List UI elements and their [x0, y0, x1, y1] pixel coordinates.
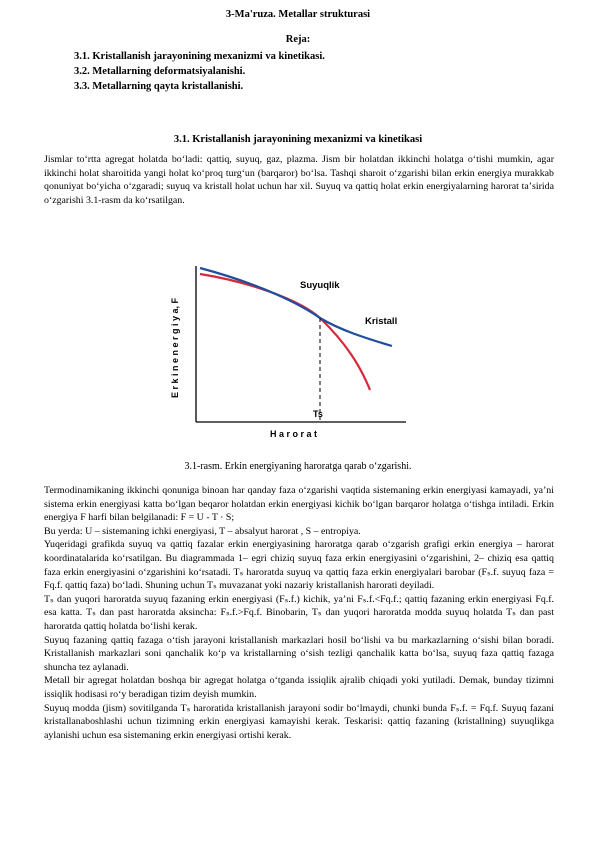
paragraph: Termodinamikaning ikkinchi qonuniga binoan har qanday faza oʻzgarishi vaqtida sistemaning erkin energiyasi kamayadi, yaʼni sistema erkin energiyasi katta boʻlgan beqaror holatdan erkin energiyasi kichik boʻlgan barqaror holatga oʻtishga intiladi. Erkin energiya F harfi bilan belgilanadi: F = U - T · S; [44, 485, 554, 524]
paragraph: Suyuq fazaning qattiq fazaga oʻtish jarayoni kristallanish markazlari hosil boʻlishi va bu markazlarning oʻsishi bilan boradi. Kristallanish markazlari soni qanchalik koʻp va kristallarning oʻsish tezligi qanchalik katta boʻlsa, suyuq faza qattiq fazaga shuncha tez aylanadi. [44, 634, 554, 673]
figure-caption: 3.1-rasm. Erkin energiyaning haroratga qarab oʻzgarishi. [184, 461, 412, 472]
paragraph: Metall bir agregat holatdan boshqa bir agregat holatga oʻtganda issiqlik ajralib chiqadi yoki yutiladi. Demak, bunday tizimni issiqlik hodisasi roʻy beradigan tizim deyish mumkin. [44, 675, 554, 700]
free-energy-chart [160, 260, 420, 450]
x-axis-label: H a r o r a t [270, 429, 318, 439]
ts-label: Ts [313, 409, 323, 419]
plan-item: 3.1. Kristallanish jarayonining mexanizmi va kinetikasi. [74, 51, 325, 62]
lecture-title: 3-Ma'ruza. Metallar strukturasi [225, 9, 371, 20]
paragraph: Tₛ dan yuqori haroratda suyuq fazaning erkin energiyasi (Fₛ.f.) kichik, yaʼni Fₛ.f.<Fq.f.; qattiq fazaning erkin energiyasi Fq.f. esa katta. Tₛ dan past haroratda aksincha: Fₛ.f.>Fq.f. Binobarin, Tₛ dan yuqori haroratda modda suyuq holatda Tₛ dan past haroratda qattiq holatda boʻlishi kerak. [44, 593, 554, 632]
liquid-curve [200, 274, 370, 390]
paragraph: Yuqeridagi grafikda suyuq va qattiq fazalar erkin energiyasining haroratga qarab oʻzgarish grafigi erkin energiya – harorat koordinatalarida koʻrsatilgan. Bu diagrammada 1– egri chiziq suyuq faza erkin energiyasini oʻzgarishini, 2– chiziq esa qattiq faza erkin energiyasini oʻzgarishini koʻrsatadi. Tₛ haroratda suyuq va qattiq faza erkin energiyalari barobar (Fₛ.f. suyuq faza = Fq.f. qattiq faza) boʻladi. Shuning uchun Tₛ muvazanat yoki nazariy kristallanish harorati deyiladi. [44, 539, 554, 592]
body-text [44, 484, 554, 742]
paragraph: Bu yerda: U – sistemaning ichki energiyasi, T – absalyut harorat , S – entropiya. [44, 525, 361, 537]
intro-paragraph: Jismlar toʻrtta agregat holatda boʻladi: qattiq, suyuq, gaz, plazma. Jism bir holatdan ikkinchi holatga oʻtishi mumkin, agar ikkinchi holat sharoitida yangi holat koʻproq turgʻun (barqaror) boʻlsa. Tashqi sharoit oʻzgarishi bilan erkin energiya murakkab qonuniyat boʻyicha oʻzgaradi; suyuq va kristall holat uchun har xil. Suyuq va qattiq holat erkin energiyalarning harorat taʼsirida oʻzgarishi 3.1-rasm da koʻrsatilgan. [44, 154, 554, 206]
series-label-liquid: Suyuqlik [300, 280, 340, 291]
series-label-crystal: Kristall [365, 316, 398, 327]
section-title: 3.1. Kristallanish jarayonining mexanizmi va kinetikasi [173, 134, 423, 145]
y-axis-label: E r k i n e n e r g i y a, F [170, 297, 180, 398]
paragraph: Suyuq modda (jism) sovitilganda Tₛ haroratida kristallanish jarayoni sodir boʻlmaydi, chunki bunda Fₛ.f. = Fq.f. Suyuq fazani kristallanaboshlashi uchun tizimning erkin energiyasi kamayishi kerak. Teskarisi: qattiq fazaning (kristallning) suyuqlikga aylanishi uchun esa sistemaning erkin energiyasi ortishi kerak. [44, 702, 554, 741]
plan-item: 3.3. Metallarning qayta kristallanishi. [74, 81, 244, 92]
plan-item: 3.2. Metallarning deformatsiyalanishi. [74, 66, 246, 77]
plan-heading: Reja: [285, 34, 311, 45]
